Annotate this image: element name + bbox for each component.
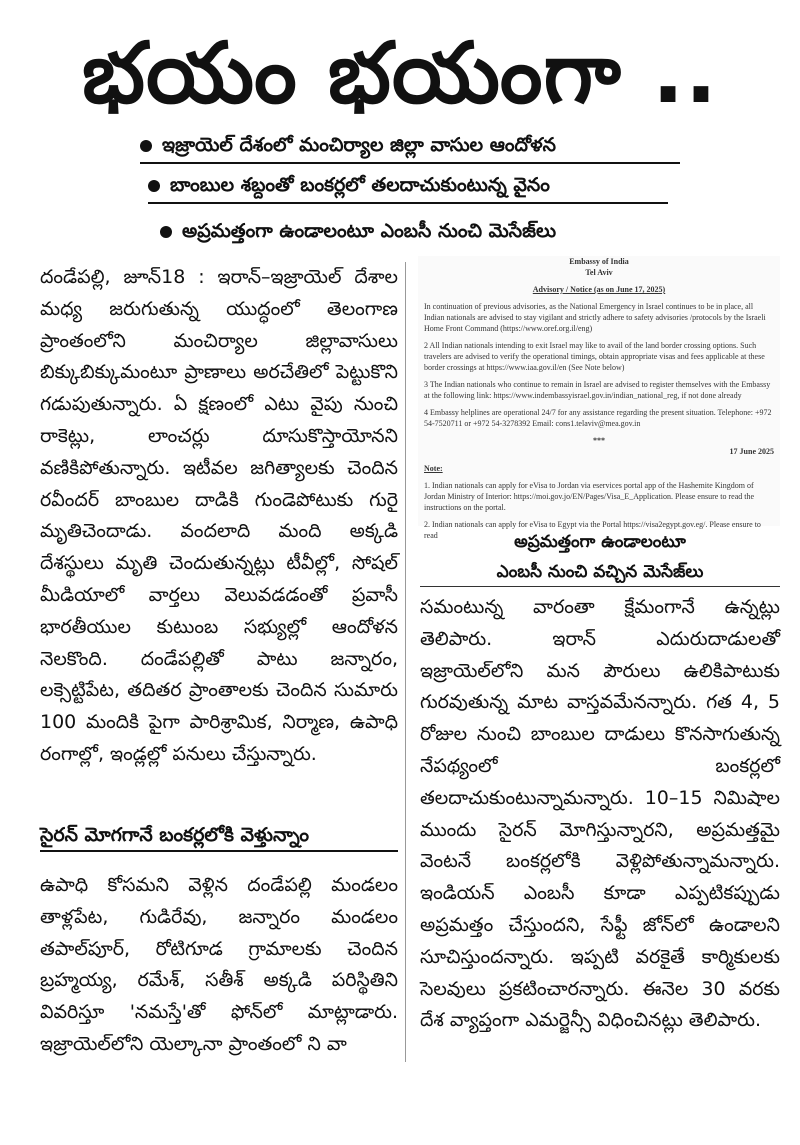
subhead-2-text: బాంబుల శబ్దంతో బంకర్లలో తలదాచుకుంటున్న వైనం xyxy=(170,174,550,196)
embassy-advisory-title: Advisory / Notice (as on June 17, 2025) xyxy=(532,285,666,294)
headline: భయం భయంగా .. xyxy=(82,24,718,122)
left-paragraph-1: దండేపల్లి, జూన్18 : ఇరాన్–ఇజ్రాయెల్ దేశాల మధ్య జరుగుతున్న యుద్ధంలో తెలంగాణ ప్రాంతంలోని మంచిర్యాల జిల్లావాసులు బిక్కుబిక్కుమంటూ ప్రాణాలు అరచేతిలో పెట్టుకొని గడుపుతున్నారు. ఏ క్షణంలో ఎటు వైపు నుంచి రాకెట్లు, లాంచర్లు దూసుకొస్తాయోనని వణికిపోతున్నారు. ఇటీవల జగిత్యాలకు చెందిన రవీందర్ బాంబుల దాడికి గుండెపోటుకు గురై మృతిచెందాడు. వందలాది మంది అక్కడి దేశస్థులు మృతి చెందుతున్నట్లు టీవీల్లో, సోషల్ మీడియాలో వార్తలు వెలువడడంతో ప్రవాసీ భారతీయుల కుటుంబ సభ్యుల్లో ఆందోళన నెలకొంది. దండేపల్లితో పాటు జన్నారం, లక్సెట్టిపేట, తదితర ప్రాంతాలకు చెందిన సుమారు 100 మందికి పైగా పారిశ్రామిక, నిర్మాణ, ఉపాధి రంగాల్లో, ఇండ్లల్లో పనులు చేస్తున్నారు. xyxy=(40,266,398,765)
embassy-p4: 4 Embassy helplines are operational 24/7 for any assistance regarding the present situation. Telephone: +972 54-7520711 or +972 54-3278392 Email: cons1.telaviv@mea.gov.in xyxy=(424,408,772,428)
image-caption-line-2: ఎంబసీ నుంచి వచ్చిన మెసేజ్‌లు xyxy=(420,558,780,587)
embassy-note-1: 1. Indian nationals can apply for eVisa to Jordan via eservices portal app of the Hashemite Kingdom of Jordan Ministry of Interior: https://moi.gov.jo/EN/Pages/Visa_E_Application. Please ensure to read the instructions on the portal. xyxy=(424,481,755,512)
embassy-p2: 2 All Indian nationals intending to exit Israel may like to avail of the land border crossing options. Such travelers are advised to verify the operational timings, obtain appropriate visas and fees applicable at these border crossings at https://www.iaa.gov.il/en (See Note below) xyxy=(424,341,765,372)
left-column-body-2 xyxy=(40,870,398,1061)
subhead-3 xyxy=(160,214,660,248)
embassy-date: 17 June 2025 xyxy=(729,447,774,456)
left-column-body xyxy=(40,262,398,771)
subhead-2 xyxy=(148,168,668,204)
right-paragraph: సమంటున్న వారంతా క్షేమంగానే ఉన్నట్లు తెలిపారు. ఇరాన్ ఎదురుదాడులతో ఇజ్రాయెల్‌లోని మన పౌరులు ఉలికిపాటుకు గురవుతున్న మాట వాస్తవమేనన్నారు. గత 4, 5 రోజుల నుంచి బాంబుల దాడులు కొనసాగుతున్న నేపథ్యంలో బంకర్లలో తలదాచుకుంటున్నామన్నారు. 10–15 నిమిషాల ముందు సైరన్ మోగిస్తున్నారని, అప్రమత్తమై వెంటనే బంకర్లలోకి వెళ్లిపోతున్నామన్నారు. ఇండియన్ ఎంబసీ కూడా ఎప్పటికప్పుడు అప్రమత్తం చేస్తుందని, సేఫ్టీ జోన్‌లో ఉండాలని సూచిస్తుందన్నారు. ఇప్పటి వరకైతే కార్మికులకు సెలవులు ప్రకటించారన్నారు. ఈనెల 30 వరకు దేశ వ్యాప్తంగా ఎమర్జెన్సీ విధించినట్లు తెలిపారు. xyxy=(420,596,780,1032)
embassy-org: Embassy of India xyxy=(569,257,629,266)
left-paragraph-2: ఉపాధి కోసమని వెళ్లిన దండేపల్లి మండలం తాళ్లపేట, గుడిరేవు, జన్నారం మండలం తపాల్‌పూర్, రోటిగూడ గ్రామాలకు చెందిన బ్రహ్మయ్య, రమేశ్, సతీశ్ అక్కడి పరిస్థితిని వివరిస్తూ 'నమస్తే'తో ఫోన్‌లో మాట్లాడారు. ఇజ్రాయెల్‌లోని యెల్కానా ప్రాంతంలో ని వా xyxy=(40,874,398,1055)
embassy-p1: In continuation of previous advisories, as the National Emergency in Israel continues to be in place, all Indian nationals are advised to stay vigilant and strictly adhere to safety advisories /protocols by the Israeli Home Front Command (https://www.oref.org.il/eng) xyxy=(424,302,766,333)
embassy-note-2: 2. Indian nationals can apply for eVisa to Egypt via the Portal https://visa2egypt.gov.eg/. Please ensure to read xyxy=(424,520,761,540)
column-divider xyxy=(405,262,406,1062)
bullet-icon xyxy=(140,140,152,152)
bullet-icon xyxy=(148,180,160,192)
subhead-1-text: ఇజ్రాయెల్ దేశంలో మంచిర్యాల జిల్లా వాసుల ఆందోళన xyxy=(162,134,556,156)
embassy-city: Tel Aviv xyxy=(585,268,613,277)
embassy-p3: 3 The Indian nationals who continue to remain in Israel are advised to register themselves with the Embassy at the following link: https://www.indembassyisrael.gov.in/indian_national_reg, if not done already xyxy=(424,380,771,400)
section-heading: సైరన్ మోగగానే బంకర్లలోకి వెళ్తున్నాం xyxy=(40,820,398,852)
image-caption-line-1: అప్రమత్తంగా ఉండాలంటూ xyxy=(514,532,686,552)
embassy-note-title: Note: xyxy=(424,464,443,473)
subhead-3-text: అప్రమత్తంగా ఉండాలంటూ ఎంబసీ నుంచి మెసేజ్‌లు xyxy=(182,220,557,242)
embassy-stars: *** xyxy=(593,436,605,445)
right-column-body xyxy=(420,592,780,1037)
subhead-1 xyxy=(140,128,680,164)
bullet-icon xyxy=(160,226,172,238)
embassy-advisory-image xyxy=(418,256,780,540)
